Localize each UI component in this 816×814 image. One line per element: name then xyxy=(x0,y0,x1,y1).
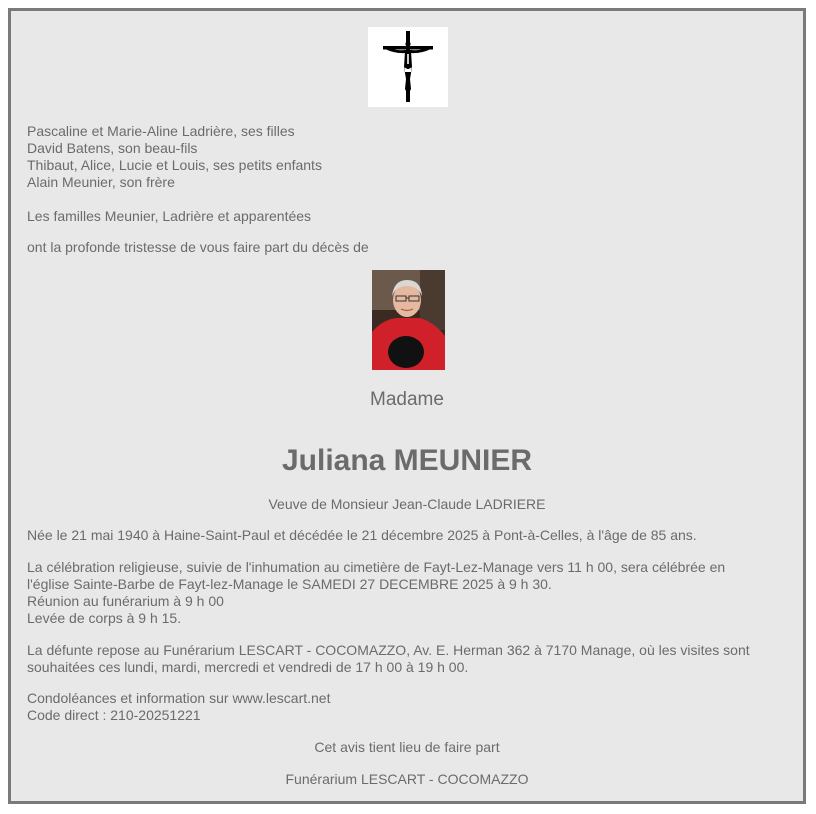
announcement-line: ont la profonde tristesse de vous faire part du décès de xyxy=(27,239,369,255)
code-direct-line: Code direct : 210-20251221 xyxy=(27,707,201,723)
notice-line: Cet avis tient lieu de faire part xyxy=(314,739,500,755)
family-line: Alain Meunier, son frère xyxy=(27,174,175,190)
visitation-line: La défunte repose au Funérarium LESCART - COCOMAZZO, Av. E. Herman 362 à 7170 Manage, où les visites sont xyxy=(27,642,750,658)
ceremony-line: Levée de corps à 9 h 15. xyxy=(27,610,182,626)
ceremony-details xyxy=(27,559,787,627)
contact-details xyxy=(27,690,787,724)
crucifix-icon xyxy=(368,27,448,107)
obituary-notice xyxy=(8,8,806,804)
visitation-details xyxy=(27,642,787,676)
deceased-photo xyxy=(372,270,445,370)
deceased-name: Juliana MEUNIER xyxy=(281,444,533,477)
funeral-home-line: Funérarium LESCART - COCOMAZZO xyxy=(285,771,529,787)
condolences-line: Condoléances et information sur www.lescart.net xyxy=(27,690,331,706)
ceremony-line: Réunion au funérarium à 9 h 00 xyxy=(27,593,224,609)
family-line: David Batens, son beau-fils xyxy=(27,140,198,156)
ceremony-line: l'église Sainte-Barbe de Fayt-lez-Manage le SAMEDI 27 DECEMBRE 2025 à 9 h 30. xyxy=(27,576,552,592)
family-line: Thibaut, Alice, Lucie et Louis, ses petits enfants xyxy=(27,157,322,173)
family-line: Pascaline et Marie-Aline Ladrière, ses filles xyxy=(27,123,295,139)
deceased-title: Madame xyxy=(370,389,444,410)
family-list xyxy=(27,123,787,191)
families-line: Les familles Meunier, Ladrière et apparentées xyxy=(27,208,312,224)
visitation-line: souhaitées ces lundi, mardi, mercredi et vendredi de 17 h 00 à 19 h 00. xyxy=(27,659,469,675)
widow-of-line: Veuve de Monsieur Jean-Claude LADRIERE xyxy=(268,496,546,512)
birth-death-line: Née le 21 mai 1940 à Haine-Saint-Paul et décédée le 21 décembre 2025 à Pont-à-Celles, à l'âge de 85 ans. xyxy=(27,527,697,543)
ceremony-line: La célébration religieuse, suivie de l'inhumation au cimetière de Fayt-Lez-Manage vers 11 h 00, sera célébrée en xyxy=(27,559,726,575)
